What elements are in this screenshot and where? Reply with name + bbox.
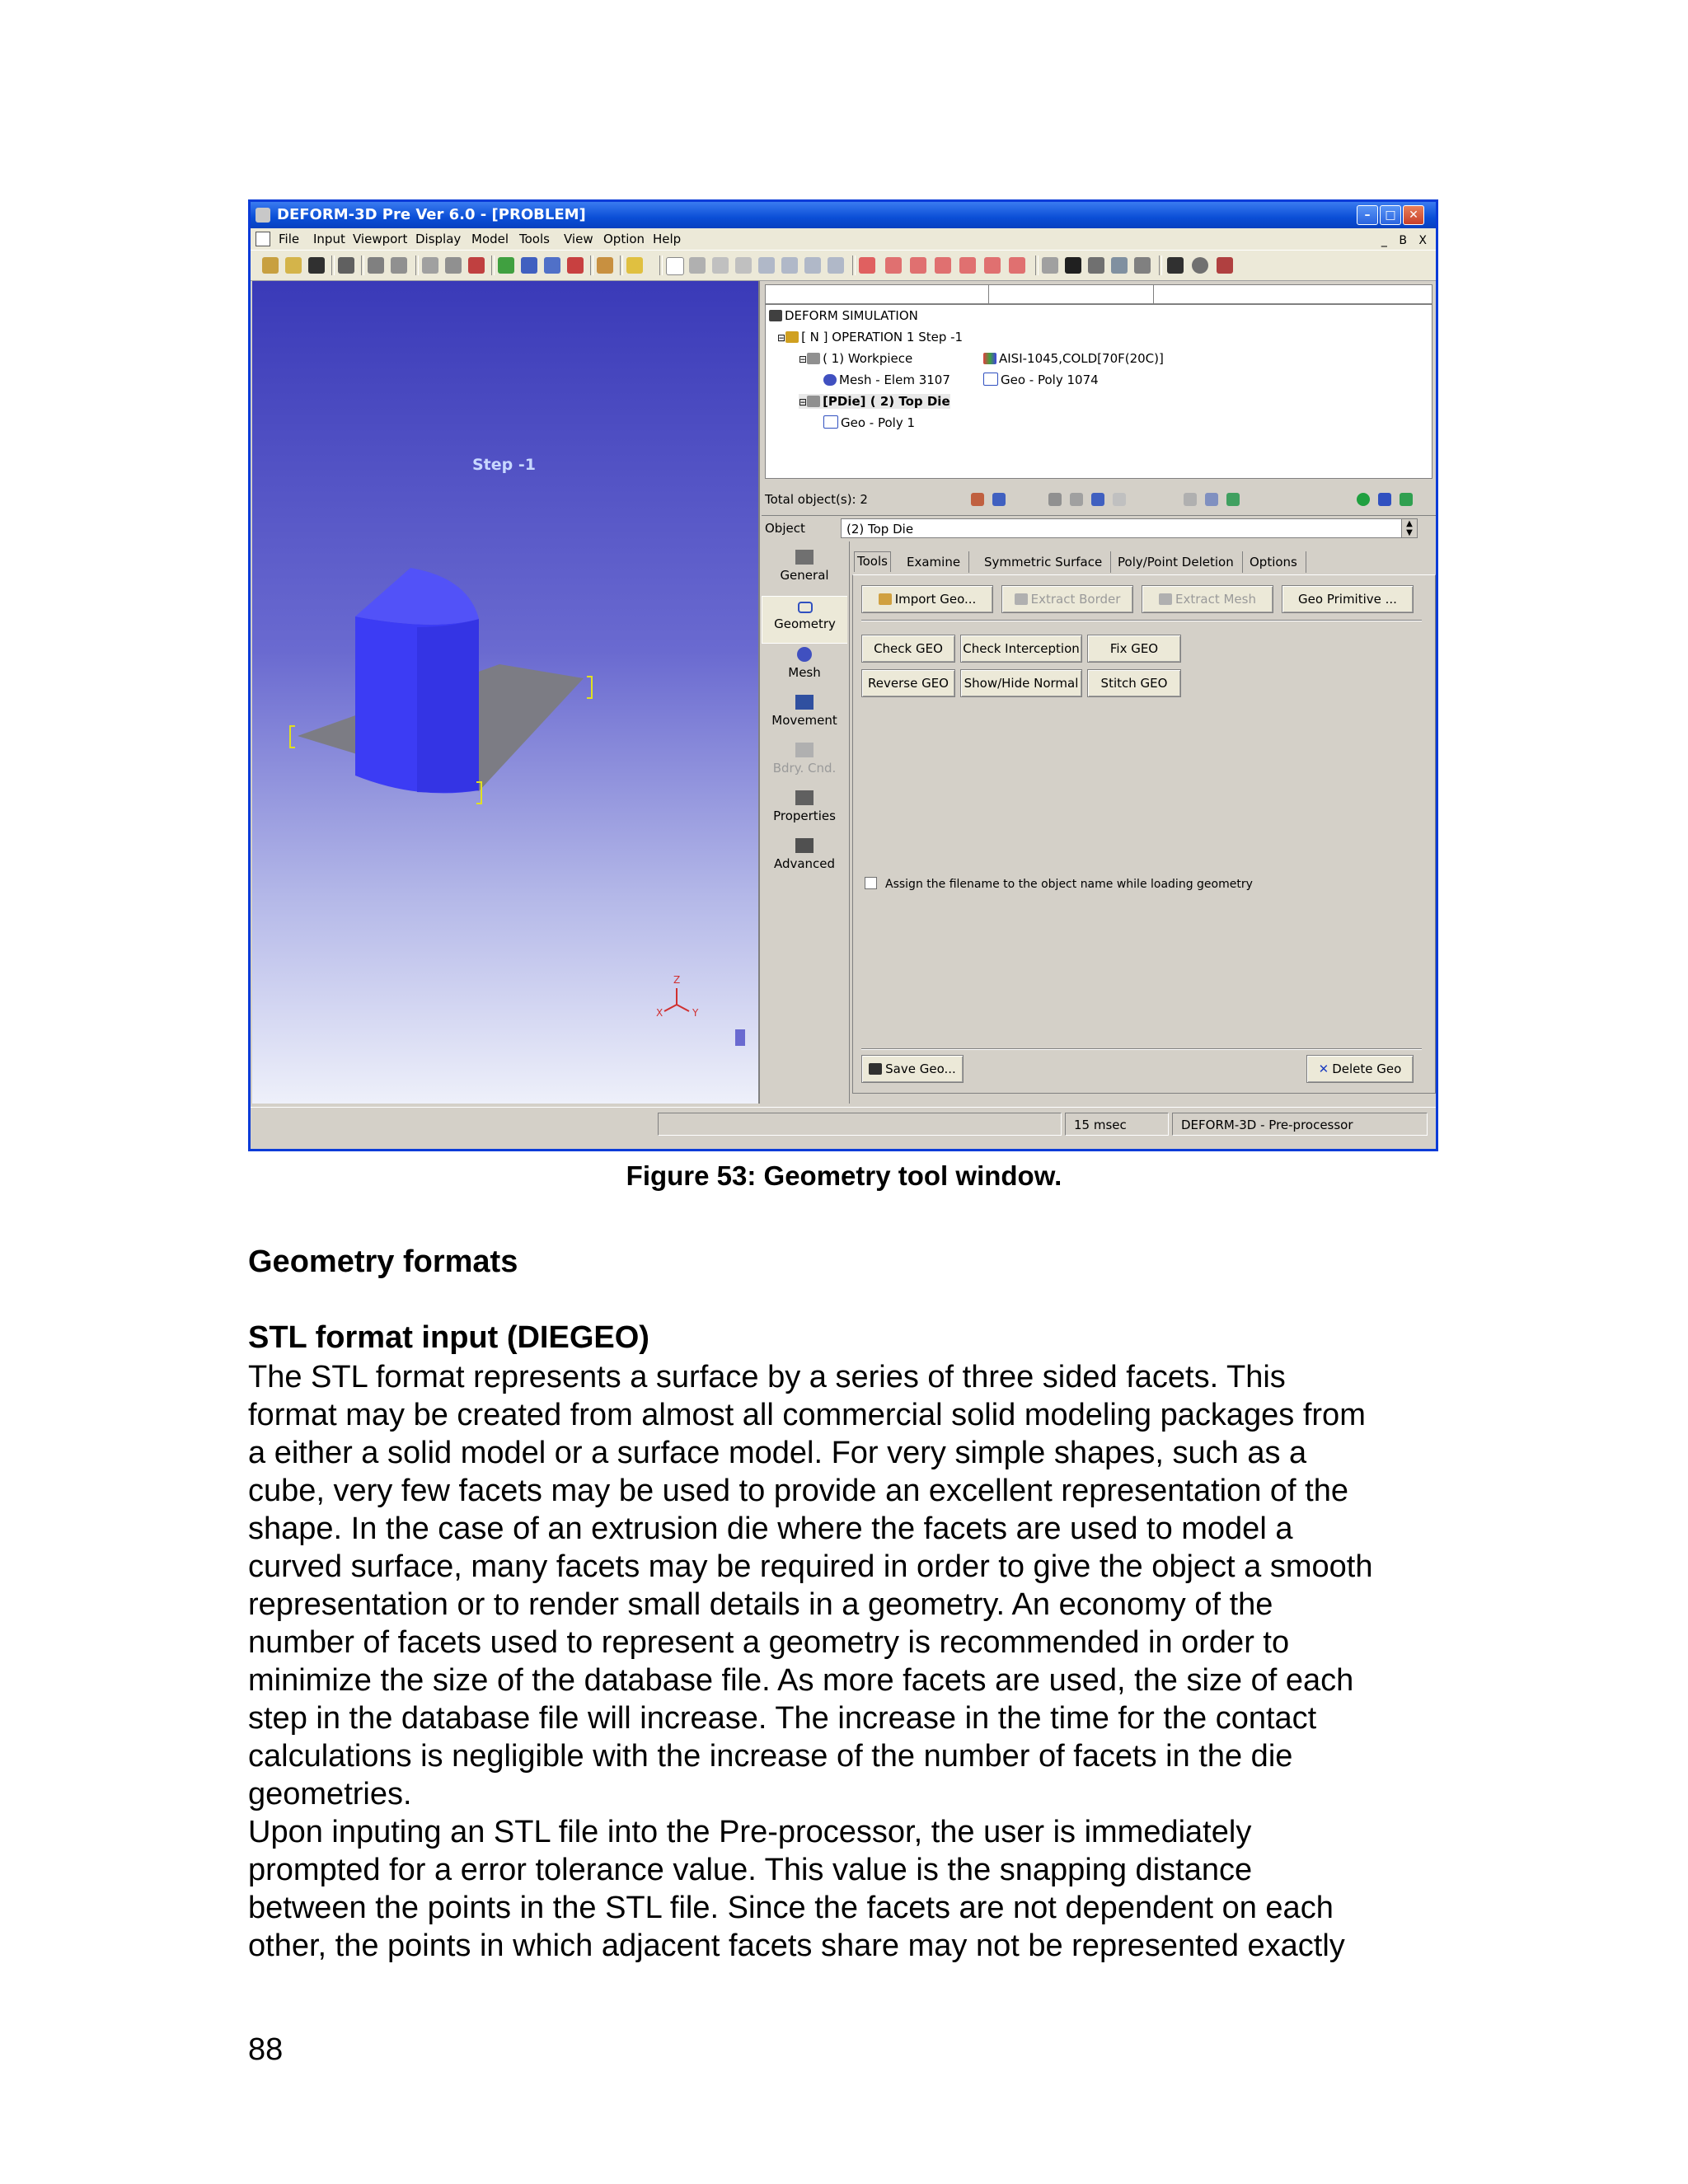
advanced-icon	[795, 838, 814, 853]
checkbox-box[interactable]	[865, 877, 877, 889]
separator	[861, 620, 1422, 621]
axis-y-label: Y	[692, 1007, 699, 1019]
rotate-icon[interactable]	[758, 257, 775, 274]
save-icon[interactable]	[308, 257, 325, 274]
right-panel	[762, 281, 1436, 1104]
text-line: format may be created from almost all commercial solid modeling packages from	[248, 1398, 1366, 1432]
zoom-window-icon[interactable]	[735, 257, 752, 274]
grid-icon[interactable]	[445, 257, 462, 274]
workpiece-material[interactable]: AISI-1045,COLD[70F(20C)]	[983, 351, 1164, 366]
nav-general[interactable]: General	[762, 550, 847, 596]
text-line: minimize the size of the database file. As more facets are used, the size of each	[248, 1663, 1354, 1698]
text-line: shape. In the case of an extrusion die where the facets are used to model a	[248, 1511, 1293, 1546]
fix-geo-button[interactable]: Fix GEO	[1087, 635, 1181, 663]
users-icon[interactable]	[1378, 493, 1391, 506]
operation-icon	[785, 331, 799, 343]
menu-input[interactable]: Input	[313, 232, 345, 246]
view-xy-icon[interactable]	[885, 257, 902, 274]
add-object-icon[interactable]	[971, 493, 984, 506]
stitch-geo-button[interactable]: Stitch GEO	[1087, 669, 1181, 697]
open-file-icon[interactable]	[285, 257, 302, 274]
extract-border-button[interactable]: Extract Border	[1001, 585, 1133, 613]
object-tree[interactable]	[765, 304, 1432, 479]
bracket-right	[587, 677, 592, 698]
tree-node-simulation[interactable]: DEFORM SIMULATION	[769, 308, 918, 323]
material-swatch-icon	[983, 353, 996, 364]
text-line: prompted for a error tolerance value. This value is the snapping distance	[248, 1853, 1253, 1887]
subsection-heading: STL format input (DIEGEO)	[248, 1320, 649, 1355]
nav-bdry-cnd[interactable]: Bdry. Cnd.	[762, 743, 847, 789]
section-heading: Geometry formats	[248, 1244, 518, 1279]
separator	[861, 1048, 1422, 1050]
object-select[interactable]	[841, 518, 1418, 538]
text-line: between the points in the STL file. Since the facets are not dependent on each	[248, 1891, 1334, 1925]
green-cube-icon[interactable]	[1226, 493, 1240, 506]
status-message	[658, 1113, 1062, 1136]
help-pointer-icon[interactable]	[1167, 257, 1184, 274]
maximize-button[interactable]: □	[1380, 205, 1401, 225]
nav-advanced[interactable]: Advanced	[762, 838, 847, 884]
print-icon[interactable]	[338, 257, 354, 274]
step-label: Step -1	[472, 456, 536, 474]
menu-display[interactable]: Display	[415, 232, 462, 246]
workpiece-top-face	[355, 568, 479, 625]
view-xz-icon[interactable]	[984, 257, 1001, 274]
exit-icon[interactable]	[1217, 257, 1233, 274]
snapshot-icon[interactable]	[391, 257, 407, 274]
general-icon	[795, 550, 814, 565]
die-icon	[807, 396, 820, 407]
camera-icon[interactable]	[368, 257, 384, 274]
text-line: Upon inputing an STL file into the Pre-processor, the user is immediately	[248, 1815, 1252, 1849]
object-blue-icon[interactable]	[521, 257, 537, 274]
view-yz-icon[interactable]	[935, 257, 951, 274]
nav-properties[interactable]: Properties	[762, 790, 847, 837]
copy-object-icon[interactable]	[1048, 493, 1062, 506]
properties-icon	[795, 790, 814, 805]
objects-icon[interactable]	[1111, 257, 1128, 274]
menu-help[interactable]: Help	[653, 232, 682, 246]
figure-caption: Figure 53: Geometry tool window.	[626, 1160, 1062, 1191]
show-hide-normal-button[interactable]: Show/Hide Normal	[960, 669, 1082, 697]
mesh-icon	[797, 647, 812, 662]
category-nav	[762, 541, 850, 1104]
menu-viewport[interactable]: Viewport	[353, 232, 408, 246]
boundary-icon	[795, 743, 814, 757]
tools-tab-panel	[852, 574, 1436, 1094]
material-icon[interactable]	[597, 257, 613, 274]
text-line: The STL format represents a surface by a series of three sided facets. This	[248, 1360, 1286, 1394]
rotate-x-icon[interactable]	[781, 257, 798, 274]
dots-icon[interactable]	[1088, 257, 1104, 274]
delete-object-icon[interactable]	[992, 493, 1006, 506]
list-icon[interactable]	[1070, 493, 1083, 506]
document-icon	[256, 232, 270, 246]
text-line: geometries.	[248, 1777, 412, 1811]
spinner-icon[interactable]: ▲ ▼	[1401, 519, 1417, 537]
window-title: DEFORM-3D Pre Ver 6.0 - [PROBLEM]	[277, 206, 586, 223]
tab-strip	[854, 551, 1431, 574]
tab-tools[interactable]: Tools	[854, 551, 891, 572]
workpiece-front-face	[417, 619, 479, 793]
tree-status-bar	[762, 489, 1436, 510]
axis-z-label: Z	[673, 974, 681, 986]
view-object-icon[interactable]	[1091, 493, 1104, 506]
workpiece-geo[interactable]: Geo - Poly 1074	[983, 373, 1099, 387]
delete-x-icon: ✕	[1318, 1062, 1329, 1076]
object-blue2-icon[interactable]	[544, 257, 560, 274]
bracket-left	[290, 726, 295, 748]
tab-options[interactable]: Options	[1241, 551, 1306, 573]
model-render	[252, 281, 758, 1104]
menu-model[interactable]: Model	[471, 232, 509, 246]
link-icon[interactable]	[1184, 493, 1197, 506]
viewport-corner-icon	[735, 1029, 745, 1046]
pointer-icon[interactable]	[666, 257, 684, 275]
tab-examine[interactable]: Examine	[898, 551, 969, 573]
tree-node-operation[interactable]: ⊟ [ N ] OPERATION 1 Step -1	[777, 330, 964, 344]
geo-icon	[823, 415, 838, 429]
app-icon	[256, 208, 270, 223]
text-line: representation or to render small details in a geometry. An economy of the	[248, 1587, 1273, 1622]
delete-geo-button[interactable]: ✕ Delete Geo	[1306, 1055, 1414, 1083]
mdi-controls[interactable]: _ B X	[1381, 234, 1431, 247]
status-app: DEFORM-3D - Pre-processor	[1172, 1113, 1428, 1136]
show-object-icon[interactable]	[1113, 493, 1126, 506]
page-number: 88	[248, 2032, 284, 2067]
text-line: a either a solid model or a surface model. For very simple shapes, such as a	[248, 1436, 1307, 1470]
extract-border-icon	[1015, 593, 1028, 605]
view-yx-icon[interactable]	[910, 257, 926, 274]
geometry-icon	[798, 602, 813, 613]
axis-icon[interactable]	[859, 257, 875, 274]
axis-x-label: X	[656, 1007, 663, 1019]
open-problem-icon[interactable]	[262, 257, 279, 274]
workpiece-icon	[807, 353, 820, 364]
tree-node-workpiece[interactable]: ⊟ ( 1) Workpiece	[799, 351, 913, 366]
text-line: curved surface, many facets may be required in order to give the object a smooth	[248, 1549, 1373, 1584]
tab-symmetric-surface[interactable]: Symmetric Surface	[976, 551, 1111, 573]
tool-icon[interactable]	[422, 257, 438, 274]
mesh-icon	[823, 374, 837, 386]
text-line: other, the points in which adjacent facets share may not be represented exactly	[248, 1929, 1345, 1963]
reverse-geo-button[interactable]: Reverse GEO	[861, 669, 955, 697]
geo-icon	[983, 373, 998, 386]
view-zx-icon[interactable]	[1009, 257, 1025, 274]
object-select-value: (2) Top Die	[846, 522, 914, 537]
tree-icon[interactable]	[1400, 493, 1413, 506]
extract-mesh-button[interactable]: Extract Mesh	[1142, 585, 1273, 613]
hand-icon[interactable]	[1042, 257, 1058, 274]
extract-mesh-icon	[1159, 593, 1172, 605]
object-red-icon[interactable]	[567, 257, 584, 274]
shading-icon[interactable]	[1065, 257, 1081, 274]
cube-icon[interactable]	[1205, 493, 1218, 506]
status-time: 15 msec	[1065, 1113, 1169, 1136]
menu-file[interactable]: File	[279, 232, 300, 246]
checkbox-label: Assign the filename to the object name while loading geometry	[885, 878, 1253, 891]
save-geo-button[interactable]: Save Geo...	[861, 1055, 964, 1083]
menu-option[interactable]: Option	[603, 232, 645, 246]
object-selector-row	[762, 515, 1436, 541]
menu-view[interactable]: View	[564, 232, 593, 246]
view-zy-icon[interactable]	[959, 257, 976, 274]
pan-icon[interactable]	[689, 257, 706, 274]
ruler-icon[interactable]	[626, 257, 643, 274]
nav-movement[interactable]: Movement	[762, 695, 847, 741]
menu-bar	[251, 228, 1436, 250]
import-geo-button[interactable]: Import Geo...	[861, 585, 993, 613]
toolbar	[251, 250, 1436, 281]
import-icon	[879, 593, 892, 605]
menu-tools[interactable]: Tools	[519, 232, 550, 246]
text-line: cube, very few facets may be used to provide an excellent representation of the	[248, 1474, 1348, 1508]
body-text	[248, 1358, 1451, 1965]
minimize-button[interactable]: –	[1357, 205, 1378, 225]
rotate-z-icon[interactable]	[828, 257, 844, 274]
viewport-3d[interactable]	[252, 281, 760, 1104]
check-geo-button[interactable]: Check GEO	[861, 635, 955, 663]
nav-mesh[interactable]: Mesh	[762, 647, 847, 693]
text-line: calculations is negligible with the increase of the number of facets in the die	[248, 1739, 1293, 1774]
tree-node-die-geo[interactable]: Geo - Poly 1	[823, 415, 915, 430]
movement-icon	[795, 695, 814, 710]
object-label: Object	[765, 521, 805, 536]
assign-filename-checkbox[interactable]	[865, 877, 1253, 891]
nav-geometry[interactable]: Geometry	[762, 596, 847, 644]
check-interception-button[interactable]: Check Interception	[960, 635, 1082, 663]
status-dot-icon	[1357, 493, 1370, 506]
total-objects: Total object(s): 2	[765, 492, 868, 507]
deform-window-screenshot	[248, 199, 1438, 1151]
text-line: step in the database file will increase. The increase in the time for the contact	[248, 1701, 1317, 1736]
save-icon	[869, 1063, 882, 1075]
text-line: number of facets used to represent a geometry is recommended in order to	[248, 1625, 1290, 1660]
close-button[interactable]: ✕	[1403, 205, 1424, 225]
geo-primitive-button[interactable]: Geo Primitive ...	[1282, 585, 1414, 613]
rotate-y-icon[interactable]	[804, 257, 821, 274]
title-bar	[251, 202, 1436, 228]
refresh-icon[interactable]	[468, 257, 485, 274]
tab-poly-point-deletion[interactable]: Poly/Point Deletion	[1109, 551, 1243, 573]
database-icon[interactable]	[1134, 257, 1151, 274]
zoom-icon[interactable]	[712, 257, 729, 274]
object-green-icon[interactable]	[498, 257, 514, 274]
status-bar	[251, 1107, 1436, 1149]
simulation-icon	[769, 310, 782, 321]
tree-node-mesh[interactable]: Mesh - Elem 3107	[823, 373, 950, 387]
tree-node-top-die[interactable]: ⊟ [PDie] ( 2) Top Die	[799, 394, 950, 409]
stop-icon[interactable]	[1192, 257, 1208, 274]
tree-header	[765, 284, 1432, 304]
